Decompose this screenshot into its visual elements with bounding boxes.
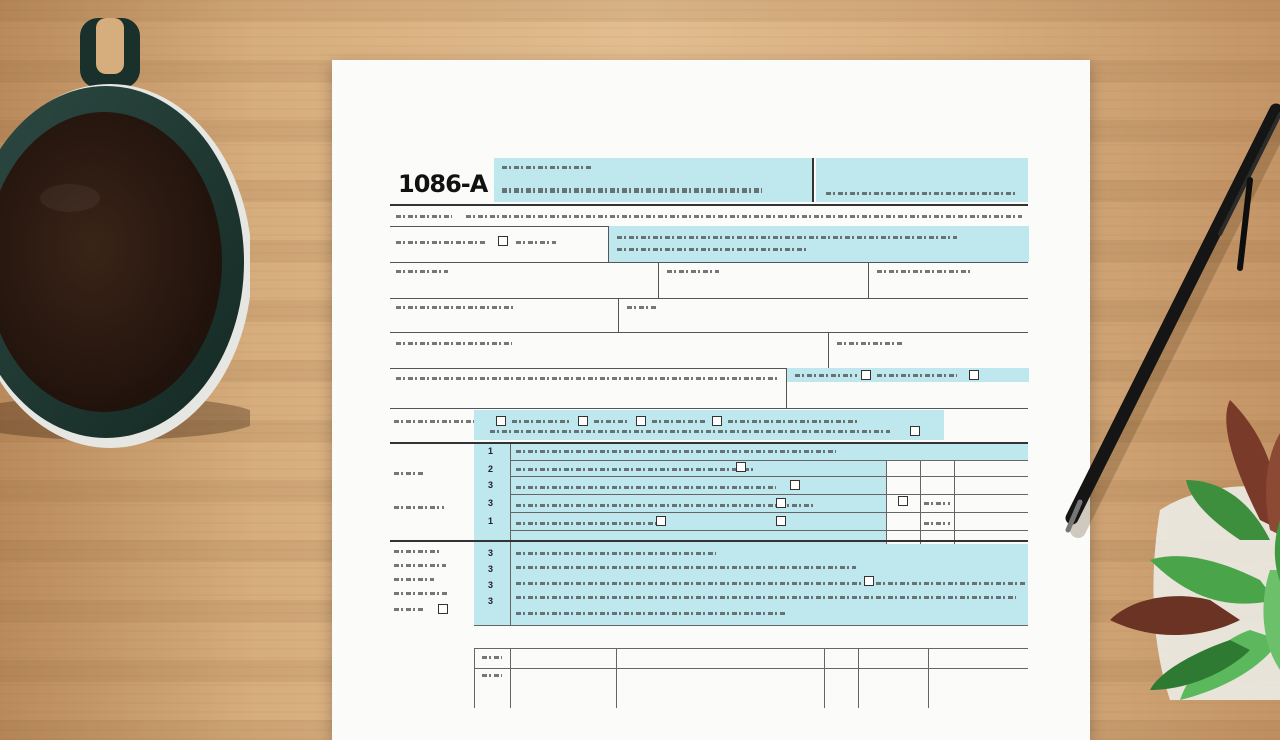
checkbox[interactable] xyxy=(861,370,871,380)
checkbox[interactable] xyxy=(790,480,800,490)
checkbox[interactable] xyxy=(496,416,506,426)
checkbox[interactable] xyxy=(578,416,588,426)
checkbox[interactable] xyxy=(736,462,746,472)
checkbox[interactable] xyxy=(864,576,874,586)
checkbox[interactable] xyxy=(656,516,666,526)
form-part-deductions: 3 3 3 3 xyxy=(390,544,1028,626)
form-row-c xyxy=(390,262,1028,299)
form-row-e xyxy=(390,332,1028,369)
form-row-f xyxy=(390,368,1028,409)
form-part-income: 1 2 3 3 1 xyxy=(390,444,1028,544)
form-header xyxy=(390,156,1030,204)
checkbox[interactable] xyxy=(969,370,979,380)
checkbox[interactable] xyxy=(498,236,508,246)
form-row-a xyxy=(390,204,1028,227)
form-row-g xyxy=(390,410,1028,444)
checkbox[interactable] xyxy=(636,416,646,426)
succulent-plant xyxy=(1110,400,1280,730)
checkbox[interactable] xyxy=(898,496,908,506)
tax-form-paper xyxy=(332,60,1090,740)
form-number: 1086-A xyxy=(398,170,488,198)
checkbox[interactable] xyxy=(776,498,786,508)
checkbox[interactable] xyxy=(910,426,920,436)
checkbox[interactable] xyxy=(438,604,448,614)
coffee-mug xyxy=(0,18,250,448)
checkbox[interactable] xyxy=(712,416,722,426)
checkbox[interactable] xyxy=(776,516,786,526)
form-bottom-table xyxy=(474,648,1028,708)
form-row-d xyxy=(390,298,1028,333)
omb-band xyxy=(816,158,1028,202)
form-row-b xyxy=(390,226,1028,263)
form-title-band xyxy=(494,158,814,202)
